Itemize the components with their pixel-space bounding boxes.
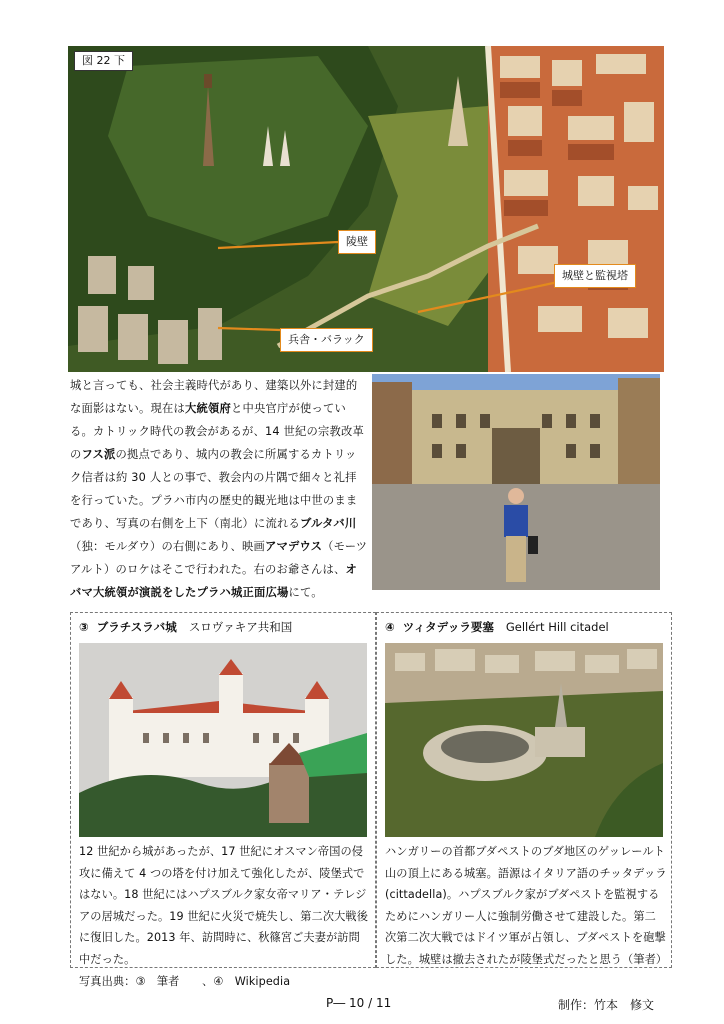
figure-label: 図 22 下 <box>74 51 133 71</box>
map-illustration <box>68 46 664 372</box>
prague-castle-square-photo <box>372 374 660 590</box>
paragraph-emphasis: フス派 <box>81 448 116 461</box>
box3-text-block <box>79 841 371 992</box>
photo-source: 写真出典：③ 筆者 、④ Wikipedia <box>79 974 291 988</box>
paragraph-text: にて。 <box>288 586 323 599</box>
callout-ryoheki: 陵壁 <box>338 230 376 254</box>
box4-header <box>385 619 609 635</box>
gellert-citadel-box <box>376 612 672 968</box>
callout-wall-tower: 城壁と監視塔 <box>554 264 636 288</box>
box3-description: 12 世紀から城があったが、17 世紀にオスマン帝国の侵攻に備えて 4 つの塔を付け加えて強化したが、陵堡式ではない。18 世紀にはハプスブルク家女帝マリア・テレジアの居城だった。19 世紀に火災で焼失し、第二次大戦後に復旧した。2013 年、訪問時に、秋篠宮ご夫妻が訪問中だった。 <box>79 845 368 966</box>
main-paragraph <box>70 374 368 604</box>
box4-subtitle: Gellért Hill citadel <box>505 620 609 634</box>
bratislava-castle-box <box>70 612 376 988</box>
paragraph-text: （独：モルダウ）の右側にあり、映画 <box>70 540 265 553</box>
callout-barracks: 兵舎・バラック <box>280 328 373 352</box>
paragraph-text: と中央官庁が使っている。カトリック時代の教会があるが、14 世紀の宗教改革の <box>70 402 365 461</box>
box4-title: ④ ツィタデッラ要塞 <box>385 620 494 634</box>
bratislava-castle-photo <box>79 643 367 837</box>
paragraph-emphasis: 大統領府 <box>184 402 231 415</box>
box3-title: ③ ブラチスラバ城 <box>79 620 177 634</box>
box3-header <box>79 619 292 635</box>
page-number: P― 10 / 11 <box>326 996 392 1010</box>
box4-text-block <box>385 841 667 971</box>
author-credit: 制作：竹本 修文 <box>558 998 655 1012</box>
paragraph-emphasis: ブルタバ川 <box>299 517 357 530</box>
paragraph-text: の拠点であり、城内の教会に所属するカトリック信者は約 30 人との事で、教会内の片隅で細々と礼拝を行っていた。プラハ市内の歴史的観光地は中世のままであり、写真の右側を上下（南北）に流れる <box>70 448 358 530</box>
paragraph-text: （モーツアルト）のロケはそこで行われた。右のお爺さんは、 <box>70 540 368 576</box>
figure-22-map <box>68 46 664 372</box>
gellert-citadel-photo <box>385 643 663 837</box>
box3-country: スロヴァキア共和国 <box>188 620 293 634</box>
paragraph-text: 城と言っても、社会主義時代があり、建築以外に封建的な面影はない。現在は <box>70 379 358 415</box>
paragraph-emphasis: アマデウス <box>265 540 323 553</box>
box4-description: ハンガリーの首都ブダペストのブダ地区のゲッレールト山の頂上にある城塞。語源はイタリア語のチッタデッラ (cittadella)。ハプスブルク家がブダペストを監視するためにハンガリー人に強制労働させて建設した。第二次第二次大戦ではドイツ軍が占領し、ブダペストを砲撃した。城壁は撤去されたが陵堡式だったと思う（筆者） <box>385 845 668 966</box>
paragraph-emphasis: オバマ大統領が演説をしたプラハ城正面広場 <box>70 563 357 599</box>
